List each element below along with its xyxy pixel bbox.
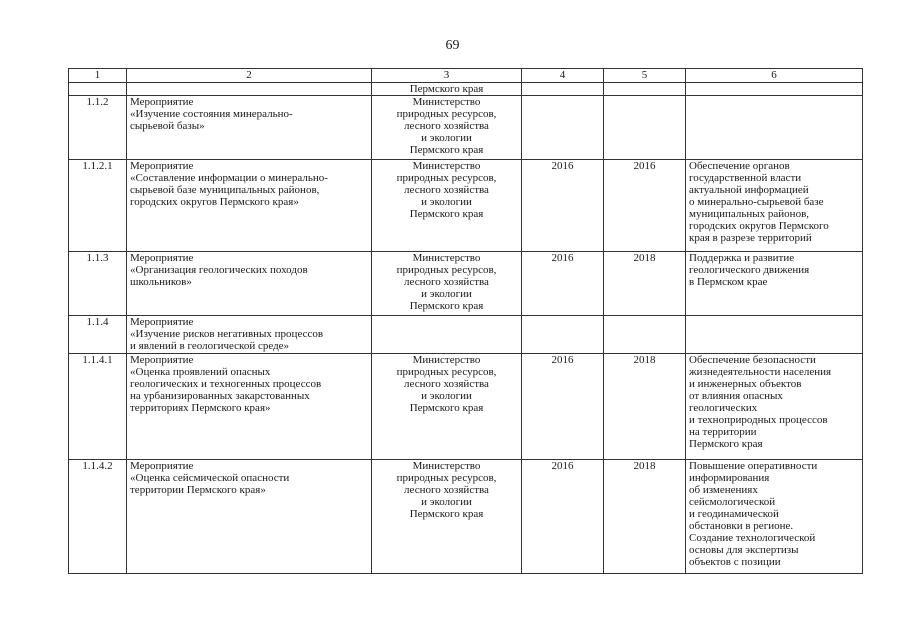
name-cell [127, 316, 372, 354]
result-cell [686, 252, 863, 316]
cell-line: природных ресурсов, [396, 108, 497, 120]
table-row [69, 96, 863, 160]
header-cell: 1 [69, 69, 127, 83]
cell-line: и экологии [421, 496, 472, 508]
start-year-cell [522, 96, 604, 160]
cell-line: Пермского края [409, 402, 484, 414]
cell-line: обстановки в регионе. [689, 520, 794, 532]
result-cell [686, 160, 863, 252]
name-cell [127, 354, 372, 460]
cell-line: в Пермском крае [689, 276, 768, 288]
cell-line: 1.1.4 [86, 316, 109, 328]
executor-cell [372, 460, 522, 574]
table-row [69, 316, 863, 354]
cell-line: Мероприятие [130, 160, 194, 172]
cell-line: на урбанизированных закарстованных [130, 390, 310, 402]
table-row [69, 252, 863, 316]
name-cell [127, 160, 372, 252]
cell-line: 1.1.2.1 [82, 160, 113, 172]
cell-line: лесного хозяйства [404, 120, 489, 132]
cell-line: и явлений в геологической среде» [130, 340, 290, 352]
cell-line: муниципальных районов, [689, 208, 810, 220]
cell-line: Мероприятие [130, 96, 194, 108]
cell-line: «Организация геологических походов [130, 264, 308, 276]
cell-line: и геодинамической [689, 508, 779, 520]
cell-line: Повышение оперативности [689, 460, 818, 472]
cell-line: 1.1.3 [86, 252, 109, 264]
cell-line: от влияния опасных [689, 390, 783, 402]
cell-line: Пермского края [409, 300, 484, 312]
code-cell [69, 316, 127, 354]
name-cell [127, 96, 372, 160]
header-cell: 4 [522, 69, 604, 83]
end-year-cell [604, 460, 686, 574]
cell-line: 2016 [551, 354, 574, 366]
cell-line: Пермского края [409, 208, 484, 220]
cell-line: Пермского края [689, 438, 763, 450]
cell-line: Обеспечение безопасности [689, 354, 816, 366]
start-year-cell [522, 252, 604, 316]
cell-line: геологических [689, 402, 758, 414]
result-cell [686, 354, 863, 460]
cell-line: геологических и техногенных процессов [130, 378, 322, 390]
cell-line: об изменениях [689, 484, 758, 496]
header-cell: 6 [686, 69, 863, 83]
cell-line: и экологии [421, 196, 472, 208]
cell-line: лесного хозяйства [404, 484, 489, 496]
cell-line: и экологии [421, 132, 472, 144]
cell-line: 1.1.4.2 [82, 460, 113, 472]
cell-line: Министерство [412, 460, 481, 472]
executor-cell [372, 316, 522, 354]
cell-line: лесного хозяйства [404, 184, 489, 196]
cell-line: природных ресурсов, [396, 172, 497, 184]
table-cell [69, 83, 127, 96]
cell-line: 2018 [633, 460, 656, 472]
start-year-cell [522, 160, 604, 252]
cell-line: объектов с позиции [689, 556, 781, 568]
cell-line: «Оценка сейсмической опасности [130, 472, 290, 484]
cell-line: 2016 [551, 252, 574, 264]
end-year-cell [604, 354, 686, 460]
cell-line: сырьевой базе муниципальных районов, [130, 184, 320, 196]
executor-cell [372, 160, 522, 252]
cell-line: геологического движения [689, 264, 810, 276]
cell-line: Министерство [412, 96, 481, 108]
table-row [69, 160, 863, 252]
cell-line: сырьевой базы» [130, 120, 205, 132]
cell-line: Мероприятие [130, 460, 194, 472]
cell-line: и экологии [421, 390, 472, 402]
start-year-cell [522, 316, 604, 354]
header-cell: 3 [372, 69, 522, 83]
code-cell [69, 460, 127, 574]
cell-line: «Изучение рисков негативных процессов [130, 328, 324, 340]
cell-line: государственной власти [689, 172, 802, 184]
cell-line: школьников» [130, 276, 192, 288]
table-row [69, 354, 863, 460]
executor-cell [372, 354, 522, 460]
start-year-cell [522, 354, 604, 460]
end-year-cell [604, 96, 686, 160]
cell-line: Мероприятие [130, 354, 194, 366]
cell-line: на территории [689, 426, 757, 438]
end-year-cell [604, 316, 686, 354]
continuation-cell: Пермского края [372, 83, 522, 96]
table-header-row [69, 69, 863, 83]
end-year-cell [604, 252, 686, 316]
cell-line: природных ресурсов, [396, 472, 497, 484]
result-cell [686, 460, 863, 574]
cell-line: 2016 [551, 460, 574, 472]
cell-line: Пермского края [409, 144, 484, 156]
cell-line: 2018 [633, 252, 656, 264]
cell-line: Мероприятие [130, 252, 194, 264]
cell-line: территории Пермского края» [130, 484, 266, 496]
cell-line: 2016 [633, 160, 656, 172]
code-cell [69, 252, 127, 316]
table-cell [127, 83, 372, 96]
cell-line: «Оценка проявлений опасных [130, 366, 271, 378]
cell-line: сейсмологической [689, 496, 776, 508]
code-cell [69, 160, 127, 252]
name-cell [127, 252, 372, 316]
table-cell [522, 83, 604, 96]
result-cell [686, 316, 863, 354]
table-row [69, 460, 863, 574]
cell-line: основы для экспертизы [689, 544, 799, 556]
cell-line: и экологии [421, 288, 472, 300]
code-cell [69, 96, 127, 160]
table-cell [686, 83, 863, 96]
cell-line: «Изучение состояния минерально- [130, 108, 293, 120]
cell-line: Создание технологической [689, 532, 816, 544]
executor-cell [372, 96, 522, 160]
cell-line: края в разрезе территорий [689, 232, 812, 244]
cell-line: Мероприятие [130, 316, 194, 328]
cell-line: о минерально-сырьевой базе [689, 196, 824, 208]
end-year-cell [604, 160, 686, 252]
cell-line: информирования [689, 472, 770, 484]
cell-line: природных ресурсов, [396, 264, 497, 276]
cell-line: Поддержка и развитие [689, 252, 795, 264]
table-cell [604, 83, 686, 96]
cell-line: 1.1.4.1 [82, 354, 113, 366]
cell-line: 2018 [633, 354, 656, 366]
cell-line: и техноприродных процессов [689, 414, 828, 426]
result-cell [686, 96, 863, 160]
cell-line: и инженерных объектов [689, 378, 802, 390]
cell-line: «Составление информации о минерально- [130, 172, 328, 184]
cell-line: жизнедеятельности населения [689, 366, 832, 378]
page-number: 69 [445, 38, 460, 53]
cell-line: лесного хозяйства [404, 378, 489, 390]
cell-line: Министерство [412, 354, 481, 366]
cell-line: Обеспечение органов [689, 160, 790, 172]
code-cell [69, 354, 127, 460]
cell-line: Пермского края [409, 508, 484, 520]
activities-table [68, 68, 863, 574]
cell-line: Министерство [412, 160, 481, 172]
executor-cell [372, 252, 522, 316]
cell-line: городских округов Пермского [689, 220, 829, 232]
header-cell: 2 [127, 69, 372, 83]
header-cell: 5 [604, 69, 686, 83]
cell-line: Министерство [412, 252, 481, 264]
cell-line: лесного хозяйства [404, 276, 489, 288]
cell-line: природных ресурсов, [396, 366, 497, 378]
cell-line: 1.1.2 [86, 96, 109, 108]
cell-line: территориях Пермского края» [130, 402, 271, 414]
continuation-row [69, 83, 863, 96]
cell-line: 2016 [551, 160, 574, 172]
cell-line: актуальной информацией [689, 184, 809, 196]
name-cell [127, 460, 372, 574]
start-year-cell [522, 460, 604, 574]
cell-line: городских округов Пермского края» [130, 196, 299, 208]
